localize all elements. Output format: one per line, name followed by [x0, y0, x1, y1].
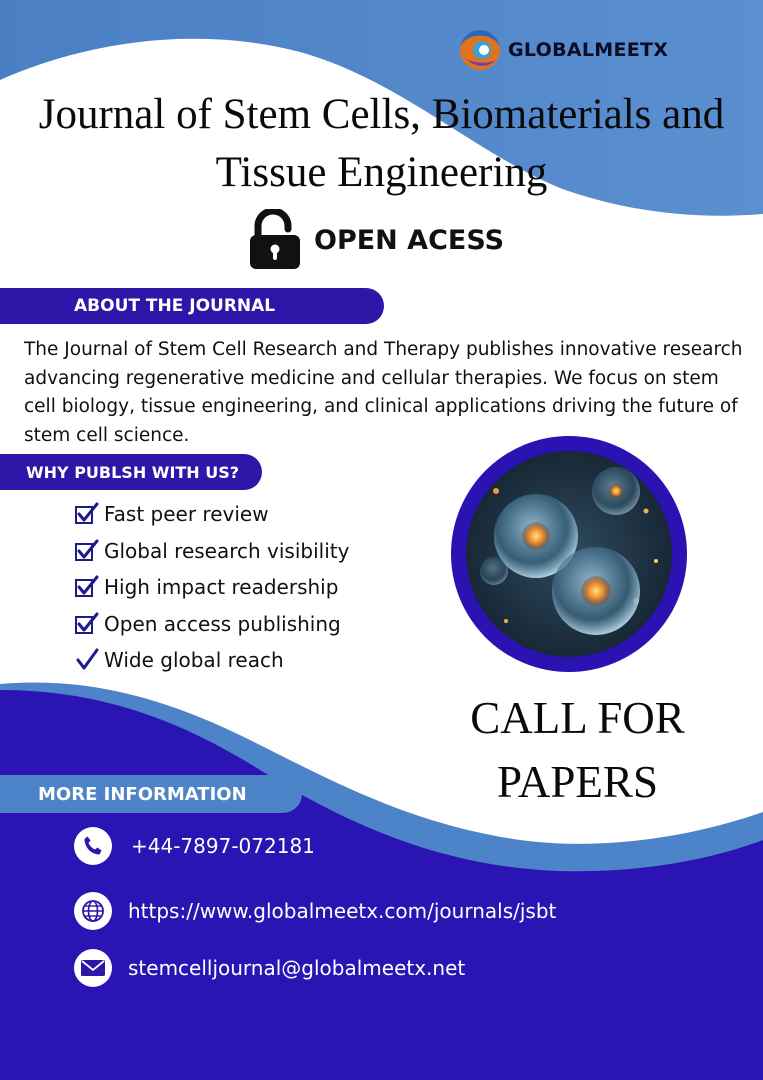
- journal-title-line1: Journal of Stem Cells, Biomaterials and: [38, 91, 725, 138]
- call-for-papers: [440, 686, 715, 814]
- benefit-item: [74, 533, 349, 570]
- contact-phone[interactable]: [74, 827, 315, 865]
- website-link[interactable]: https://www.globalmeetx.com/journals/jsbt: [128, 899, 557, 923]
- about-text: The Journal of Stem Cell Research and Therapy publishes innovative research advancing regenerative medicine and cellular therapies. We focus on stem cell biology, tissue engineering, and clinical applications driving the future of stem cell science.: [24, 339, 743, 446]
- stem-cell-image: [466, 451, 672, 657]
- benefit-item: [74, 569, 349, 606]
- brand-logo: [458, 26, 738, 74]
- phone-number[interactable]: +44-7897-072181: [131, 834, 315, 858]
- email-link[interactable]: stemcelljournal@globalmeetx.net: [128, 956, 466, 980]
- contact-website[interactable]: [74, 892, 556, 930]
- checkbox-check-icon: [74, 574, 100, 600]
- benefits-list: [74, 496, 349, 679]
- about-heading: ABOUT THE JOURNAL: [0, 288, 384, 324]
- checkbox-check-icon: [74, 611, 100, 637]
- journal-title: [0, 86, 763, 202]
- more-info-heading: MORE INFORMATION: [0, 775, 302, 813]
- why-heading: WHY PUBLSH WITH US?: [0, 454, 262, 490]
- check-icon: [74, 647, 100, 673]
- benefit-label: Global research visibility: [104, 538, 350, 563]
- benefit-item: [74, 496, 349, 533]
- brand-name: GLOBALMEETX: [508, 39, 669, 61]
- benefit-label: Wide global reach: [104, 648, 284, 673]
- benefit-item: [74, 642, 349, 679]
- checkbox-check-icon: [74, 538, 100, 564]
- phone-icon: [74, 827, 112, 865]
- call-line2: PAPERS: [497, 757, 658, 807]
- checkbox-check-icon: [74, 501, 100, 527]
- call-line1: CALL FOR: [470, 693, 685, 743]
- globe-icon: [74, 892, 112, 930]
- envelope-icon: [74, 949, 112, 987]
- benefit-label: Fast peer review: [104, 502, 269, 527]
- benefit-item: [74, 606, 349, 643]
- contact-email[interactable]: [74, 949, 465, 987]
- benefit-label: Open access publishing: [104, 611, 341, 636]
- open-access-label: OPEN ACESS: [314, 224, 505, 256]
- globe-logo-icon: [458, 28, 502, 72]
- cell-division-illustration: [466, 451, 672, 657]
- journal-title-line2: Tissue Engineering: [215, 149, 548, 196]
- open-access-badge: [248, 208, 504, 272]
- open-lock-icon: [248, 209, 302, 271]
- benefit-label: High impact readership: [104, 575, 339, 600]
